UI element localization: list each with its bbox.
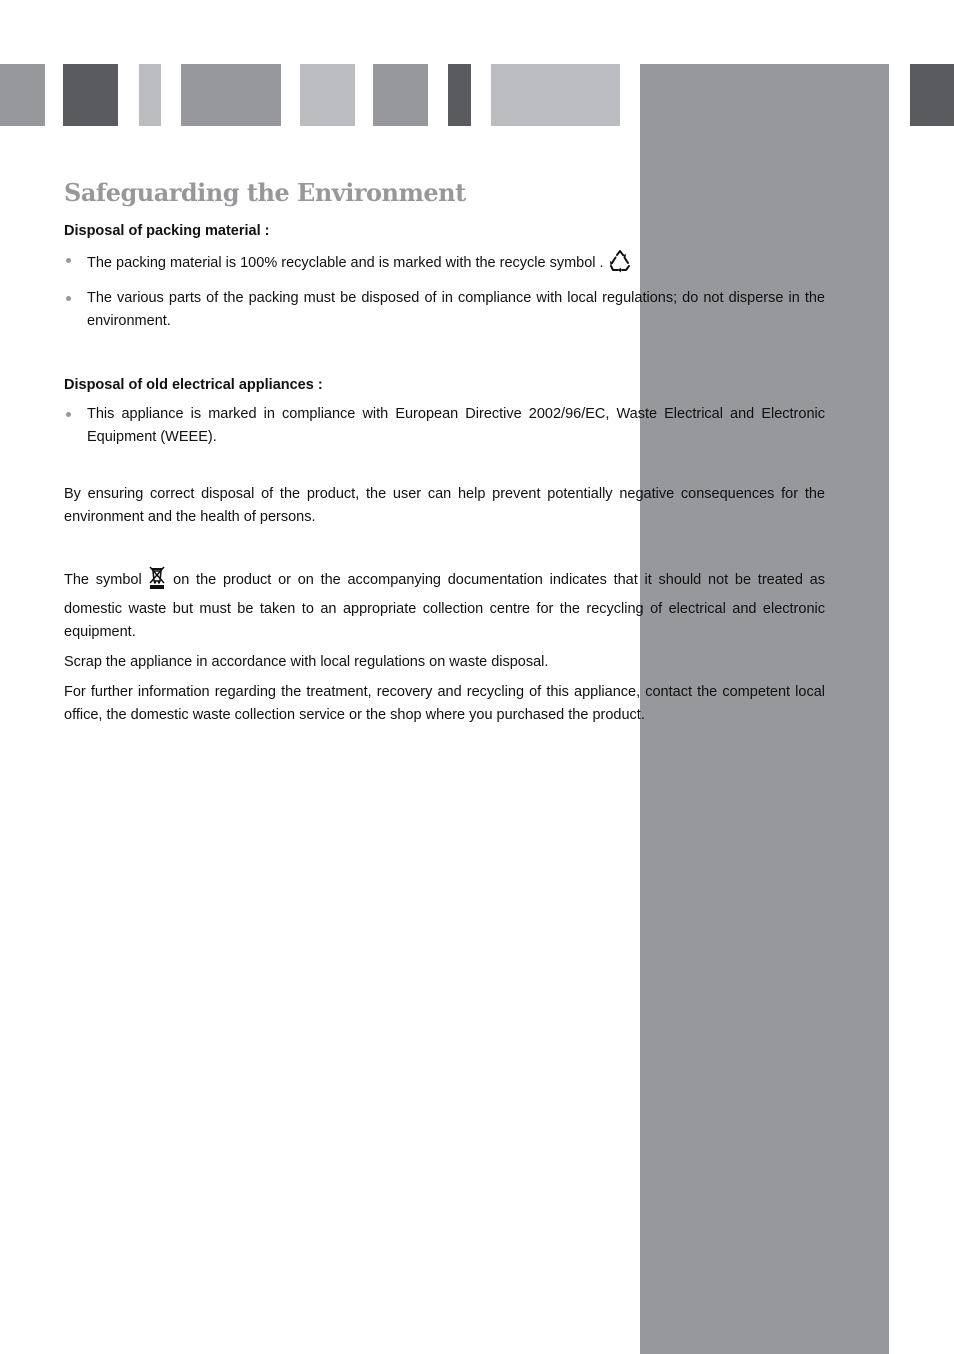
packing-heading: Disposal of packing material : xyxy=(64,223,270,239)
scrap-paragraph: Scrap the appliance in accordance with local regulations on waste disposal. xyxy=(64,654,549,670)
list-item: The various parts of the packing must be disposed of in compliance with local regulations; do not disperse in the environment. xyxy=(64,287,825,333)
ensuring-paragraph: By ensuring correct disposal of the product, the user can help prevent potentially negative consequences for the environment and the health of persons. xyxy=(64,486,825,525)
header-block xyxy=(491,64,620,126)
symbol-text-after: on the product or on the accompanying documentation indicates that it should not be treated as domestic waste but must be taken to an appropriate collection centre for the recycling of electrical and electronic equipment. xyxy=(64,572,825,640)
header-block xyxy=(63,64,118,126)
header-block xyxy=(448,64,471,126)
recycle-icon xyxy=(608,249,634,281)
appliances-heading: Disposal of old electrical appliances : xyxy=(64,377,323,393)
header-block xyxy=(181,64,281,126)
packing-list xyxy=(64,249,825,333)
list-item: This appliance is marked in compliance with European Directive 2002/96/EC, Waste Electrical and Electronic Equipment (WEEE). xyxy=(64,403,825,449)
page-content xyxy=(64,176,825,734)
appliances-section xyxy=(64,374,825,449)
appliances-list xyxy=(64,403,825,449)
crossed-out-bin-icon xyxy=(148,564,166,598)
page-title: Safeguarding the Environment xyxy=(64,178,466,207)
header-block xyxy=(300,64,355,126)
header-block xyxy=(373,64,428,126)
further-info-paragraph: For further information regarding the treatment, recovery and recycling of this appliance, contact the competent local office, the domestic waste collection service or the shop where you purchased the product. xyxy=(64,684,825,723)
list-item-text: The packing material is 100% recyclable and is marked with the recycle symbol . xyxy=(87,255,604,271)
header-block xyxy=(139,64,161,126)
symbol-text-before: The symbol xyxy=(64,572,142,588)
header-block xyxy=(0,64,45,126)
symbol-paragraph xyxy=(64,564,825,644)
list-item xyxy=(64,249,825,281)
packing-section xyxy=(64,220,825,333)
header-block xyxy=(910,64,954,126)
